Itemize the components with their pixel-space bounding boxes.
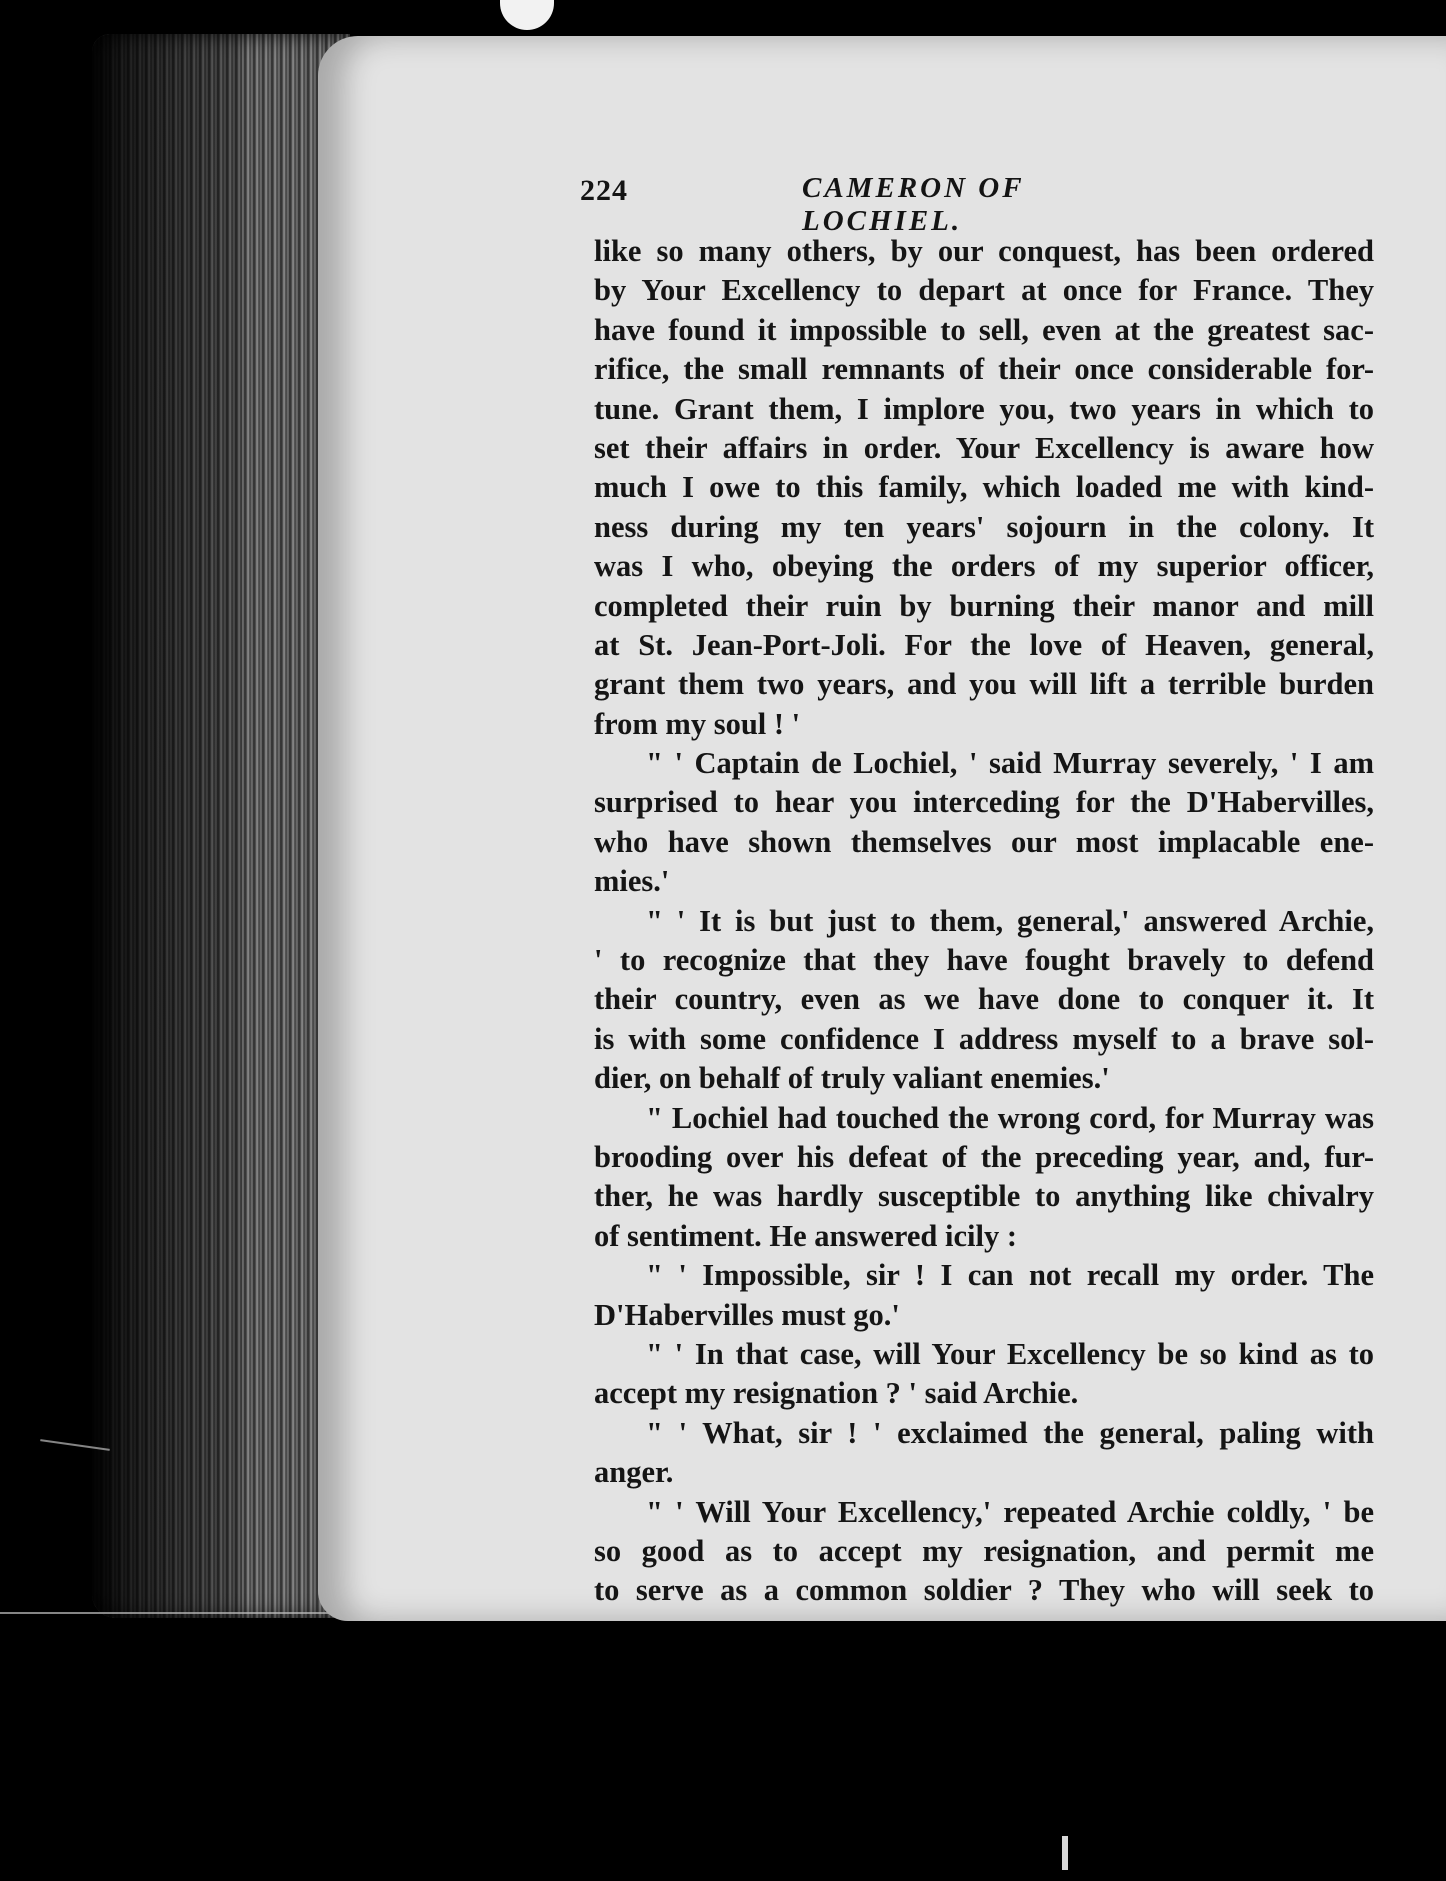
text-line: tune. Grant them, I implore you, two years in which to (594, 391, 1374, 426)
body-text (594, 232, 1374, 1611)
text-line: at St. Jean-Port-Joli. For the love of Heaven, general, (594, 627, 1374, 662)
text-line: ' to recognize that they have fought bravely to defend (594, 943, 1374, 978)
text-line: " ' Captain de Lochiel, ' said Murray severely, ' I am (646, 746, 1374, 781)
text-line: so good as to accept my resignation, and permit me (594, 1533, 1374, 1568)
text-line: D'Habervilles must go.' (594, 1297, 900, 1332)
text-line: accept my resignation ? ' said Archie. (594, 1376, 1079, 1411)
text-line: brooding over his defeat of the preceding year, and, fur- (594, 1139, 1374, 1174)
text-line: surprised to hear you interceding for the D'Habervilles, (594, 785, 1374, 820)
text-line: " ' In that case, will Your Excellency be so kind as to (646, 1336, 1374, 1371)
text-line: " Lochiel had touched the wrong cord, for Murray was (646, 1100, 1374, 1135)
text-line: like so many others, by our conquest, has been ordered (594, 234, 1374, 268)
text-line: mies.' (594, 864, 670, 899)
scan-artifact-bottom (1062, 1836, 1068, 1870)
text-line: their country, even as we have done to conquer it. It (594, 982, 1374, 1017)
text-line: from my soul ! ' (594, 706, 801, 741)
page-number: 224 (580, 174, 628, 207)
text-line: is with some confidence I address myself to a brave sol- (594, 1021, 1374, 1056)
text-line: of sentiment. He answered icily : (594, 1218, 1017, 1253)
scan-scratch (0, 1612, 330, 1614)
text-line: who have shown themselves our most implacable ene- (594, 824, 1374, 859)
text-line: by Your Excellency to depart at once for France. They (594, 273, 1374, 308)
text-line: " ' Will Your Excellency,' repeated Archie coldly, ' be (646, 1494, 1374, 1529)
running-title: CAMERON OF LOCHIEL. (802, 172, 1025, 237)
text-line: to serve as a common soldier ? They who will seek to (594, 1573, 1374, 1608)
text-line: ness during my ten years' sojourn in the colony. It (594, 509, 1374, 544)
book-fore-edge-shadow (92, 34, 242, 1618)
text-line: grant them two years, and you will lift a terrible burden (594, 667, 1374, 702)
text-line: rifice, the small remnants of their once considerable for- (594, 352, 1374, 387)
text-line: " ' Impossible, sir ! I can not recall my order. The (646, 1258, 1374, 1293)
scan-artifact-top (500, 0, 554, 30)
text-line: have found it impossible to sell, even at the greatest sac- (594, 312, 1374, 347)
text-line: " ' What, sir ! ' exclaimed the general, paling with (646, 1415, 1374, 1450)
text-line: anger. (594, 1455, 674, 1490)
running-head (580, 172, 1180, 237)
text-line: much I owe to this family, which loaded me with kind- (594, 470, 1374, 505)
text-line: dier, on behalf of truly valiant enemies.' (594, 1061, 1110, 1096)
text-line: ther, he was hardly susceptible to anything like chivalry (594, 1179, 1374, 1214)
text-line: completed their ruin by burning their manor and mill (594, 588, 1374, 623)
text-line: was I who, obeying the orders of my superior officer, (594, 549, 1374, 584)
text-line: set their affairs in order. Your Excellency is aware how (594, 430, 1374, 465)
text-line: " ' It is but just to them, general,' answered Archie, (646, 903, 1374, 938)
